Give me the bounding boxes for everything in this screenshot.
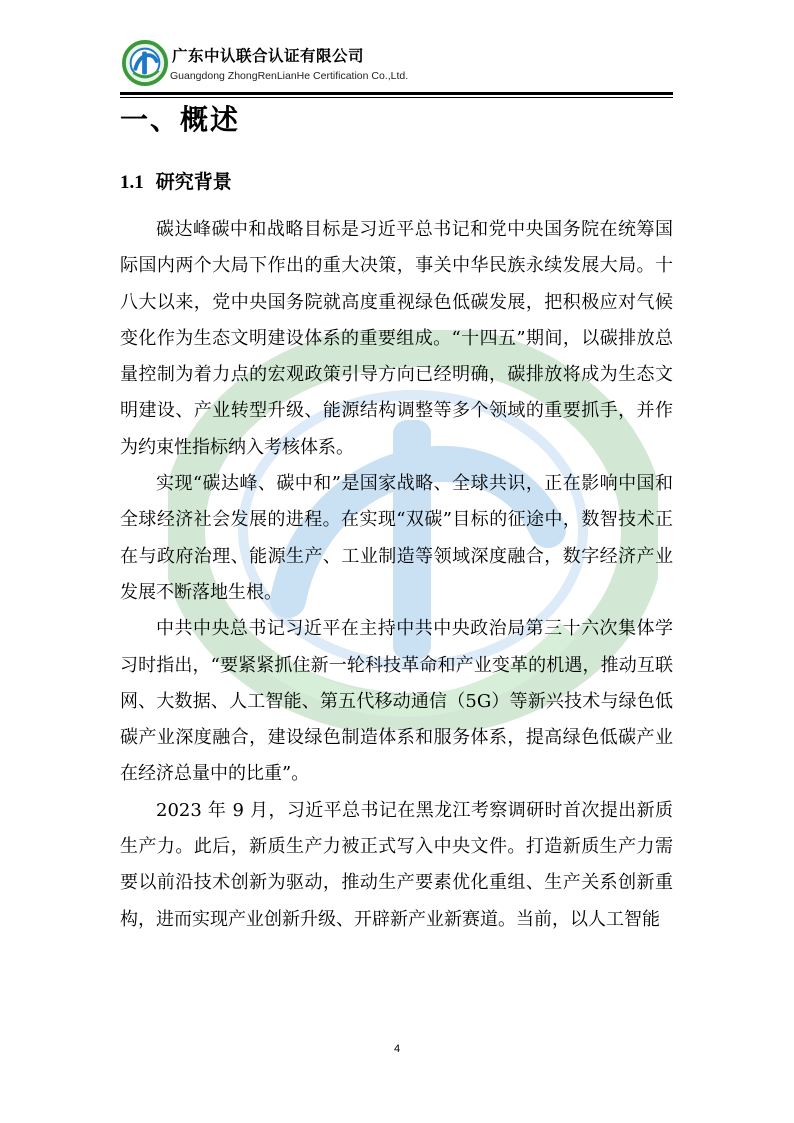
company-name-cn: 广东中认联合认证有限公司 <box>172 47 365 65</box>
paragraph: 碳达峰碳中和战略目标是习近平总书记和党中央国务院在统筹国际国内两个大局下作出的重大决策，事关中华民族永续发展大局。十八大以来，党中央国务院就高度重视绿色低碳发展，把积极应对气候变化作为生态文明建设体系的重要组成。“十四五”期间，以碳排放总量控制为着力点的宏观政策引导方向已经明确，碳排放将成为生态文明建设、产业转型升级、能源结构调整等多个领域的重要抓手，并作为约束性指标纳入考核体系。 <box>120 219 673 458</box>
company-name-en: Guangdong ZhongRenLianHe Certification Co.,Ltd. <box>170 70 409 82</box>
page-header <box>120 38 673 92</box>
header-divider-thick <box>120 92 673 95</box>
subsection-number: 1.1 <box>120 172 144 193</box>
paragraph: 中共中央总书记习近平在主持中共中央政治局第三十六次集体学习时指出，“要紧紧抓住新一轮科技革命和产业变革的机遇，推动互联网、大数据、人工智能、第五代移动通信（5G）等新兴技术与绿色低碳产业深度融合，建设绿色制造体系和服务体系，提高绿色低碳产业在经济总量中的比重”。 <box>120 618 673 785</box>
paragraph: 实现“碳达峰、碳中和”是国家战略、全球共识，正在影响中国和全球经济社会发展的进程。在实现“双碳”目标的征途中，数智技术正在与政府治理、能源生产、工业制造等领域深度融合，数字经济产业发展不断落地生根。 <box>120 473 673 603</box>
company-logo-icon <box>122 40 168 86</box>
subsection-heading <box>120 167 232 194</box>
subsection-title: 研究背景 <box>155 171 232 193</box>
paragraph: 2023 年 9 月，习近平总书记在黑龙江考察调研时首次提出新质生产力。此后，新质生产力被正式写入中央文件。打造新质生产力需要以前沿技术创新为驱动，推动生产要素优化重组、生产关系创新重构，进而实现产业创新升级、开辟新产业新赛道。当前，以人工智能 <box>120 799 673 930</box>
body-text <box>120 212 673 938</box>
page-number: 4 <box>393 1043 401 1055</box>
section-heading: 一、概述 <box>120 103 241 136</box>
